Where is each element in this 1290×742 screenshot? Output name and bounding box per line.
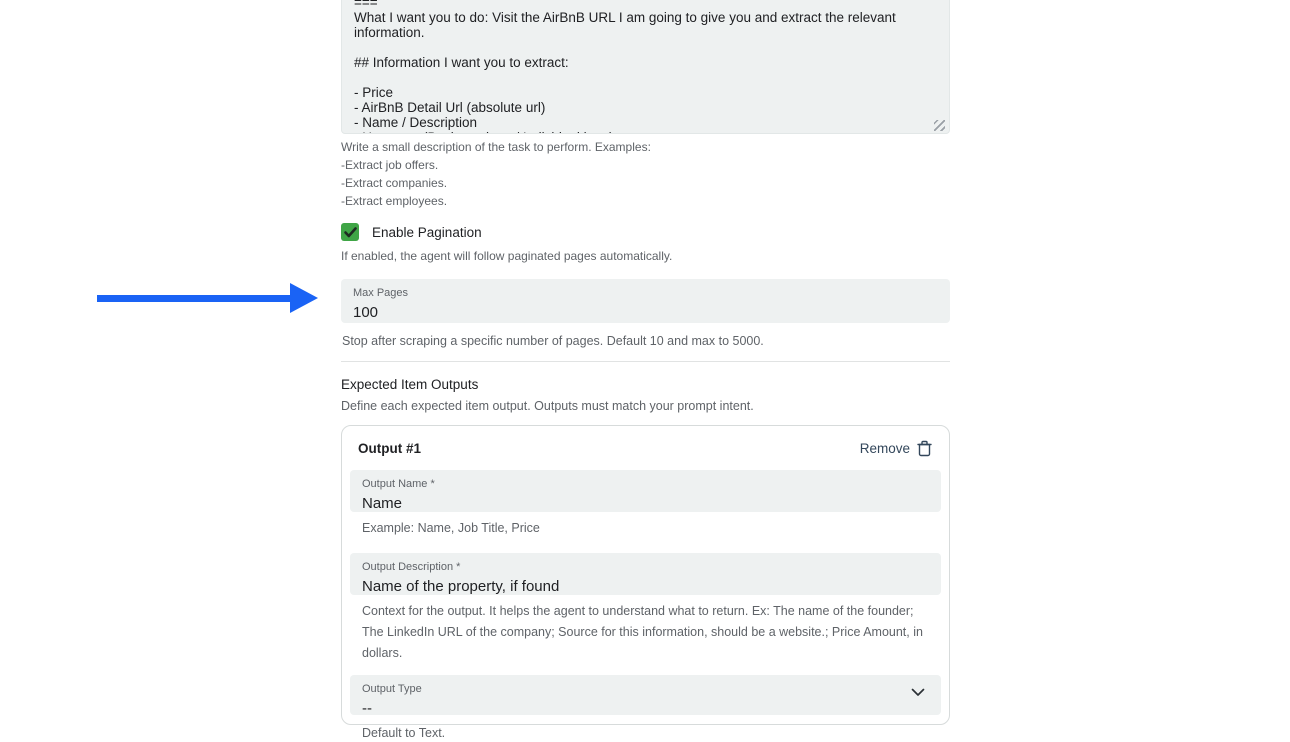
outputs-section-title: Expected Item Outputs [341, 377, 479, 392]
prompt-helper-example: -Extract companies. [341, 176, 448, 190]
remove-output-label: Remove [859, 441, 910, 456]
output-type-value: -- [362, 700, 372, 717]
prompt-helper-title: Write a small description of the task to perform. Examples: [341, 140, 651, 154]
output-description-value: Name of the property, if found [362, 578, 560, 595]
output-name-helper: Example: Name, Job Title, Price [362, 521, 540, 535]
output-name-field[interactable] [350, 470, 941, 512]
prompt-helper-example: -Extract employees. [341, 194, 448, 208]
trash-icon [917, 440, 932, 457]
form-column [341, 0, 950, 740]
remove-output-button[interactable] [860, 440, 932, 457]
output-description-label: Output Description * [362, 561, 461, 573]
output-type-label: Output Type [362, 683, 422, 695]
enable-pagination-label: Enable Pagination [372, 224, 482, 240]
output-name-value: Name [362, 495, 403, 512]
enable-pagination-row [341, 223, 950, 241]
checkmark-icon [344, 227, 357, 238]
output-description-helper: Context for the output. It helps the agent to understand what to return. Ex: The name of the founder; The LinkedIn URL of the company; Source for this information, should be a website.; Price Amount, in dollars. [362, 604, 923, 660]
enable-pagination-checkbox[interactable] [341, 223, 359, 241]
textarea-resize-handle-icon[interactable] [934, 120, 945, 131]
pagination-helper-text: If enabled, the agent will follow paginated pages automatically. [341, 249, 673, 263]
output-card [341, 425, 950, 740]
output-card-header [350, 440, 941, 457]
task-prompt-textarea[interactable] [341, 0, 950, 134]
section-divider [341, 361, 950, 362]
output-type-helper: Default to Text. [362, 726, 446, 740]
outputs-section-subtitle: Define each expected item output. Outputs must match your prompt intent. [341, 399, 754, 413]
max-pages-label: Max Pages [353, 287, 409, 299]
output-description-field[interactable] [350, 553, 941, 595]
max-pages-value: 100 [353, 304, 379, 321]
prompt-helper-block [341, 138, 950, 210]
output-type-dropdown[interactable] [350, 675, 941, 715]
chevron-down-icon [911, 688, 925, 697]
output-name-label: Output Name * [362, 478, 435, 490]
max-pages-field[interactable] [341, 279, 950, 323]
output-card-title: Output #1 [358, 441, 421, 456]
max-pages-helper-text: Stop after scraping a specific number of pages. Default 10 and max to 5000. [342, 334, 764, 348]
prompt-helper-example: -Extract job offers. [341, 158, 439, 172]
annotation-arrow-head [290, 283, 318, 313]
annotation-arrow-shaft [97, 295, 293, 302]
